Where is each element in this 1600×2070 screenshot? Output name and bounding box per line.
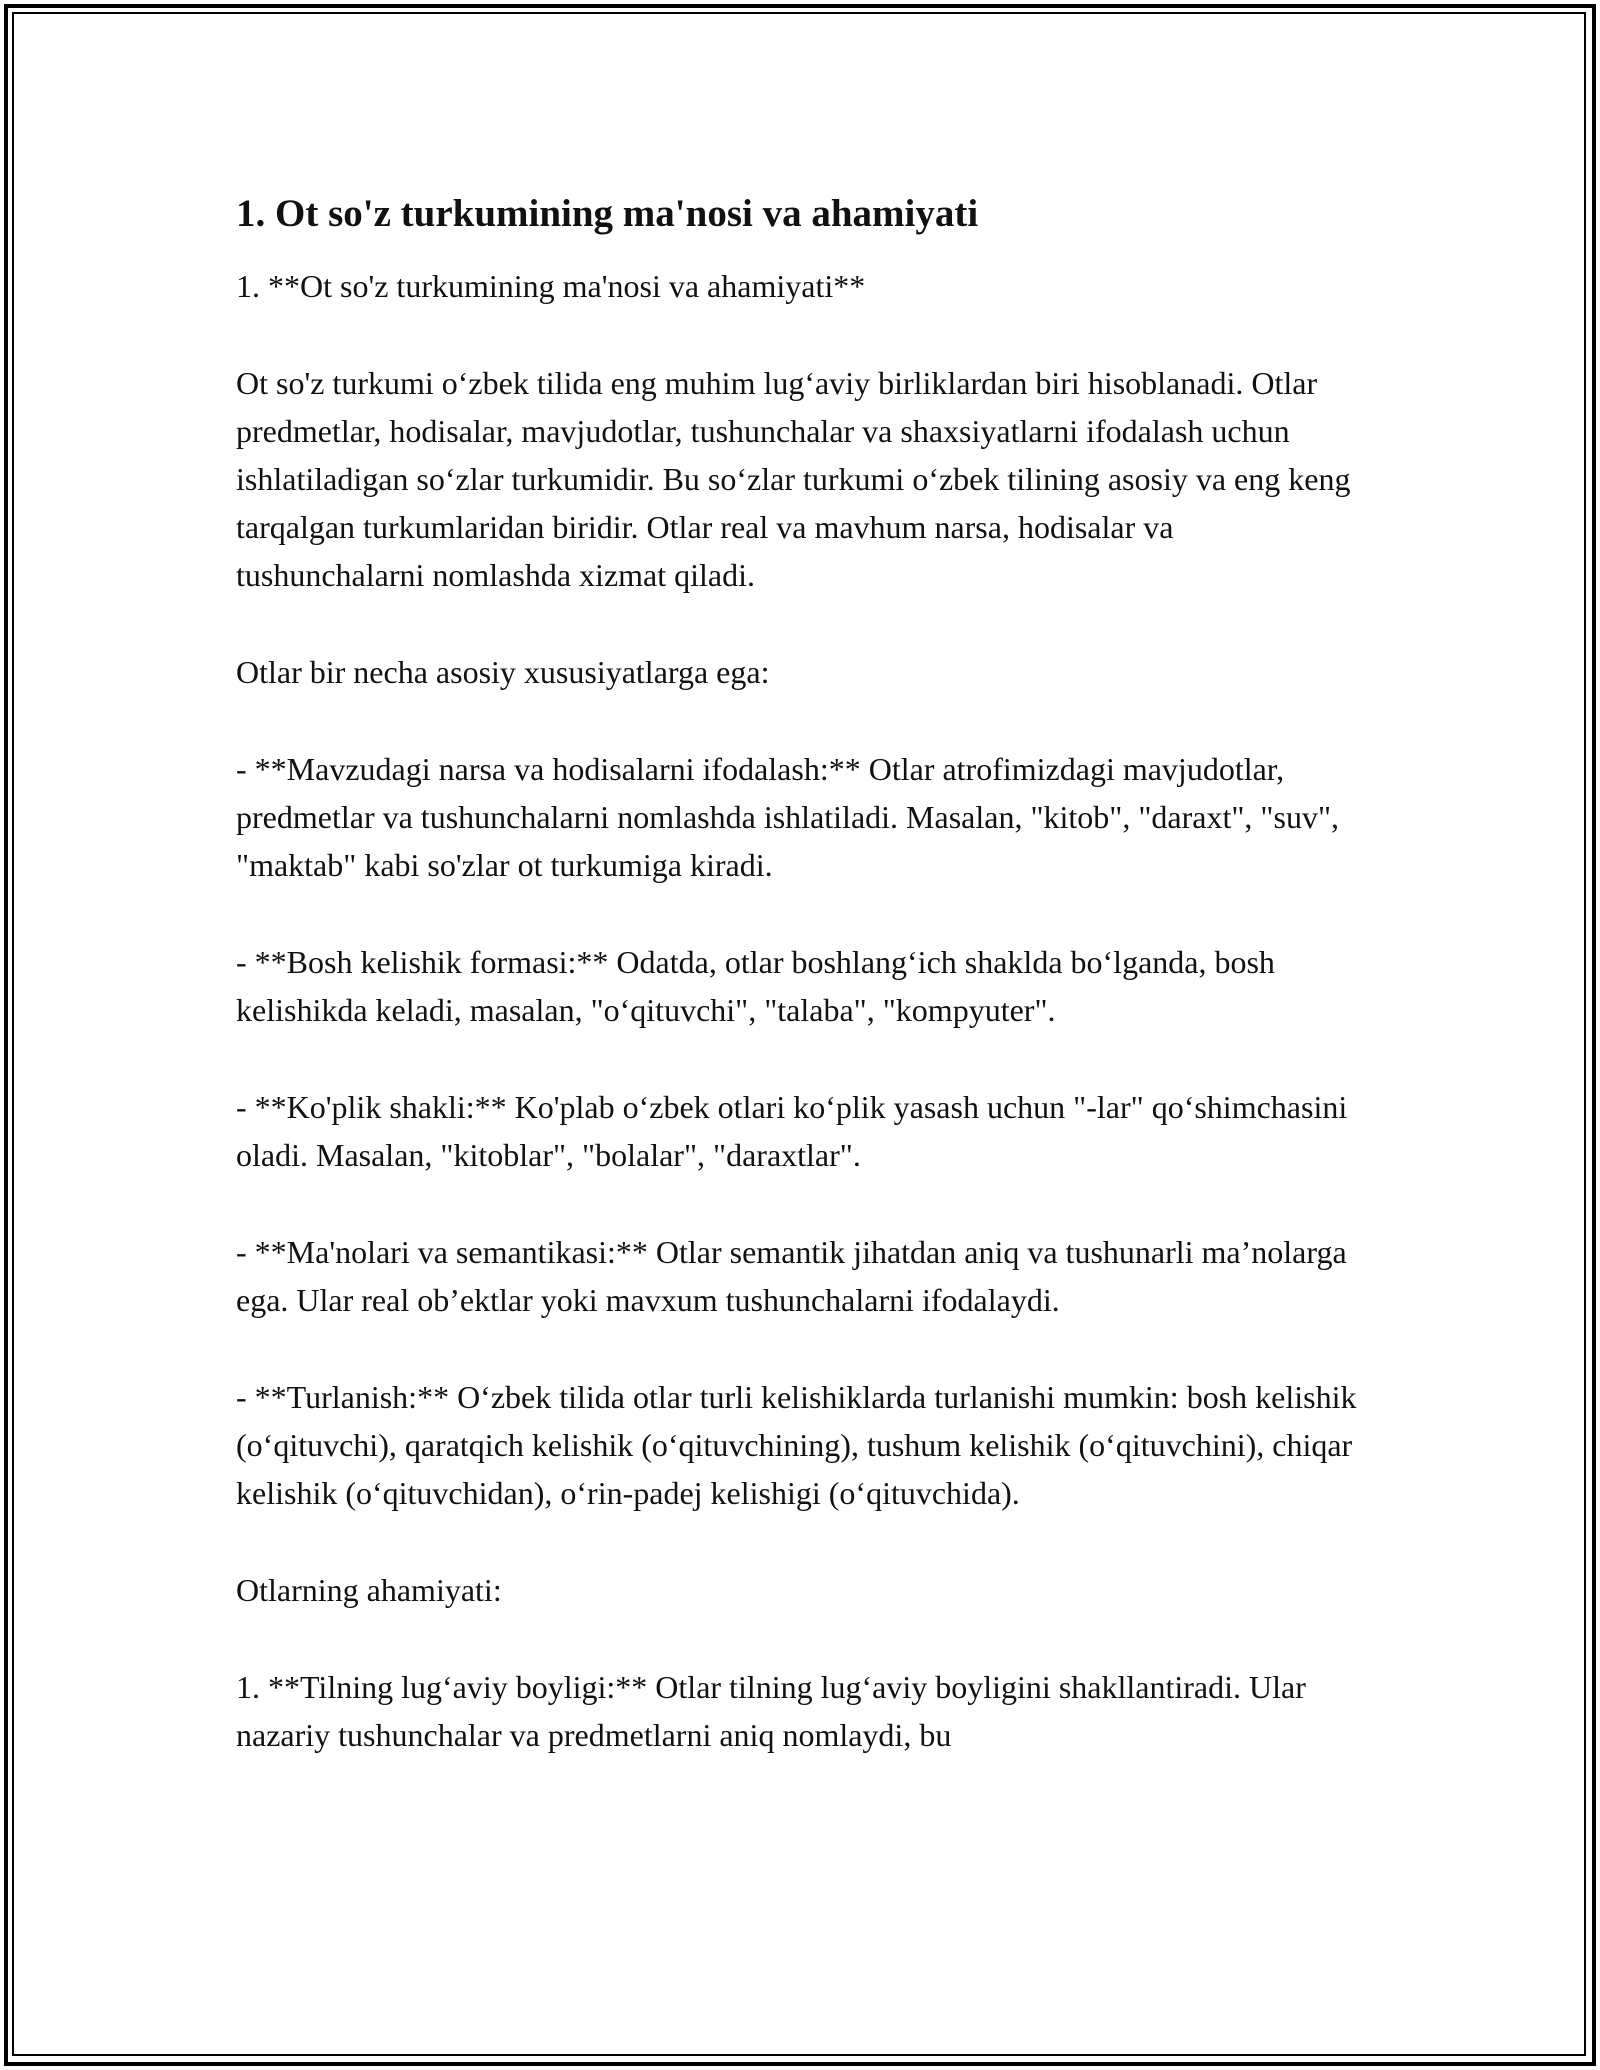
list-item-bosh-kelishik: - **Bosh kelishik formasi:** Odatda, otlar boshlang‘ich shaklda bo‘lganda, bosh kelishikda keladi, masalan, "o‘qituvchi", "talaba", "kompyuter". [236, 944, 1275, 1028]
list-item-turlanish: - **Turlanish:** O‘zbek tilida otlar turli kelishiklarda turlanishi mumkin: bosh kelishik (o‘qituvchi), qaratqich kelishik (o‘qituvchining), tushum kelishik (o‘qituvchini), chiqar kelishik (o‘qituvchidan), o‘rin-padej kelishigi (o‘qituvchida). [236, 1379, 1357, 1511]
paragraph-features-heading: Otlar bir necha asosiy xususiyatlarga ega: [236, 654, 770, 690]
list-item-lugaviy-boylik: 1. **Tilning lug‘aviy boyligi:** Otlar tilning lug‘aviy boyligini shakllantiradi. Ular nazariy tushunchalar va predmetlarni aniq nomlaydi, bu [236, 1669, 1306, 1753]
paragraph-subtitle: 1. **Ot so'z turkumining ma'nosi va ahamiyati** [236, 268, 866, 304]
paragraph-importance-heading: Otlarning ahamiyati: [236, 1572, 502, 1608]
list-item-semantika: - **Ma'nolari va semantikasi:** Otlar semantik jihatdan aniq va tushunarli ma’nolarga ega. Ular real ob’ektlar yoki mavxum tushunchalarni ifodalaydi. [236, 1234, 1347, 1318]
document-body [236, 188, 1366, 1808]
paragraph-intro: Ot so'z turkumi o‘zbek tilida eng muhim lug‘aviy birliklardan biri hisoblanadi. Otlar predmetlar, hodisalar, mavjudotlar, tushunchalar va shaxsiyatlarni ifodalash uchun ishlatiladigan so‘zlar turkumidir. Bu so‘zlar turkumi o‘zbek tilining asosiy va eng keng tarqalgan turkumlaridan biridir. Otlar real va mavhum narsa, hodisalar va tushunchalarni nomlashda xizmat qiladi. [236, 365, 1351, 593]
document-title: 1. Ot so'z turkumining ma'nosi va ahamiyati [236, 192, 979, 235]
list-item-mavzudagi: - **Mavzudagi narsa va hodisalarni ifodalash:** Otlar atrofimizdagi mavjudotlar, predmetlar va tushunchalarni nomlashda ishlatiladi. Masalan, "kitob", "daraxt", "suv", "maktab" kabi so'zlar ot turkumiga kiradi. [236, 751, 1339, 883]
list-item-koplik: - **Ko'plik shakli:** Ko'plab o‘zbek otlari ko‘plik yasash uchun "-lar" qo‘shimchasini oladi. Masalan, "kitoblar", "bolalar", "daraxtlar". [236, 1089, 1348, 1173]
